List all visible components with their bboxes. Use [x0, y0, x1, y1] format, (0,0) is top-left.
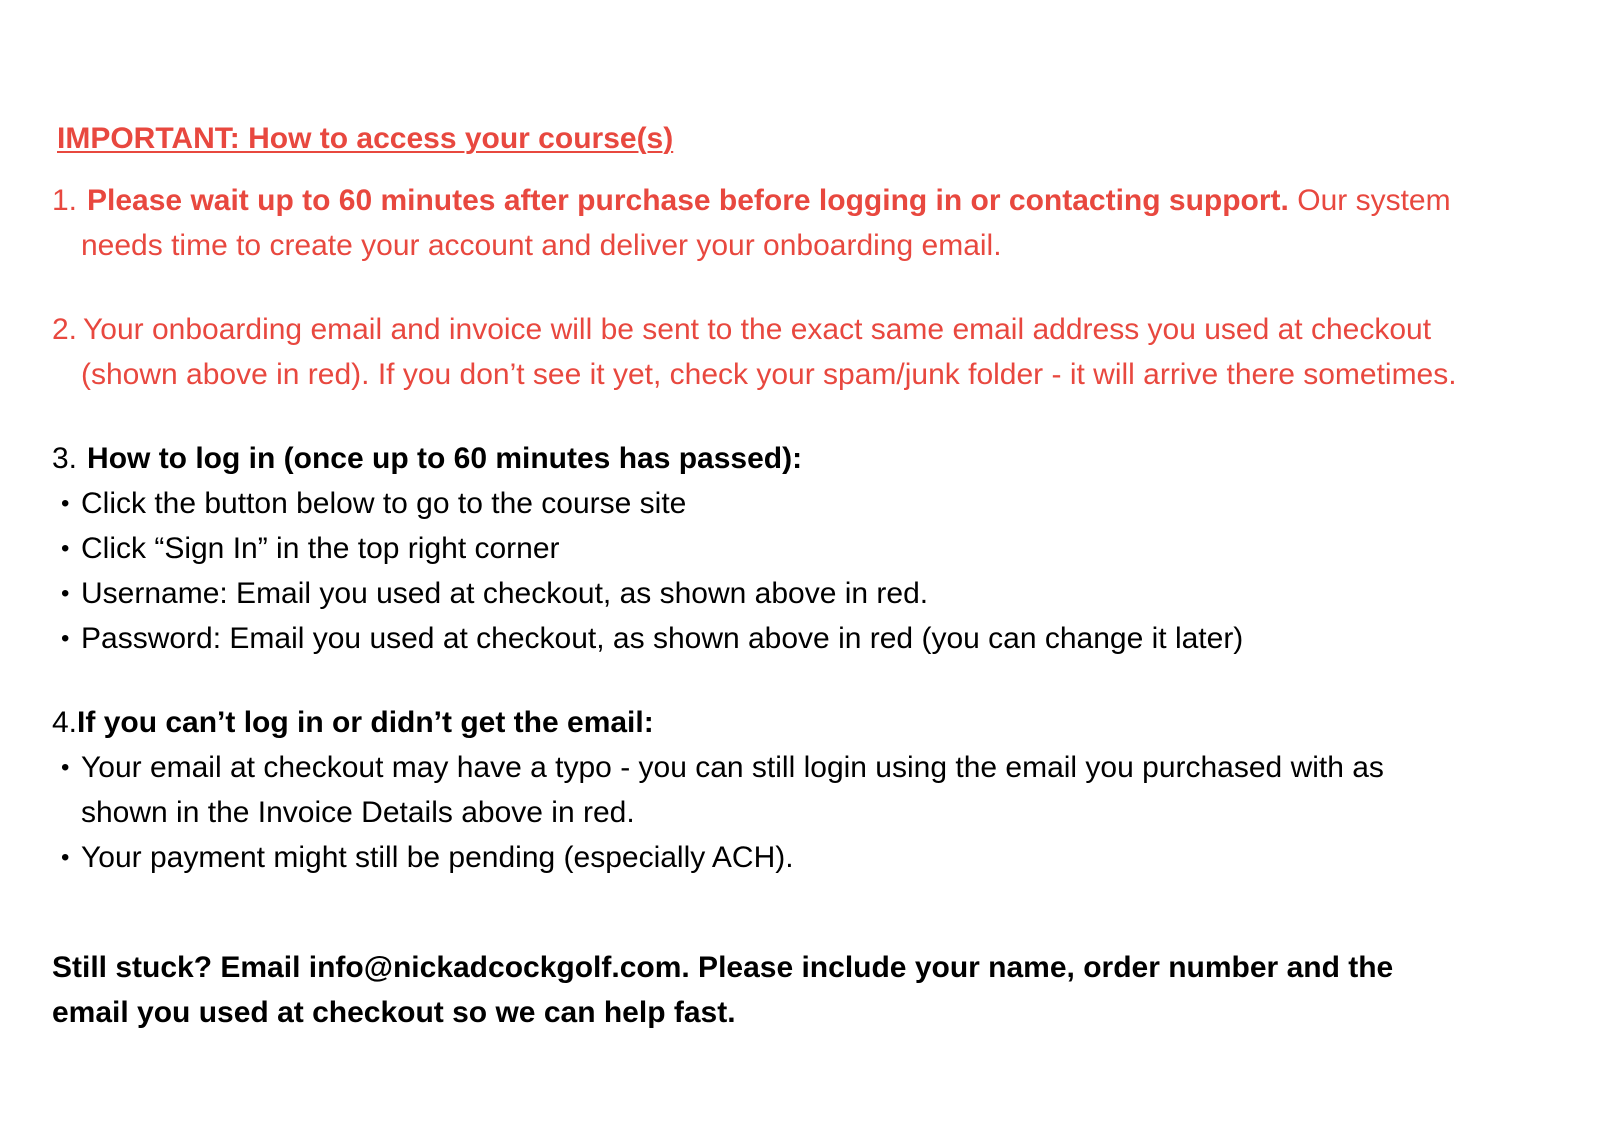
step-1-text-line2: needs time to create your account and deliver your onboarding email. [81, 229, 1002, 262]
bullet-dot: • [61, 535, 70, 562]
step-3-title: How to log in (once up to 60 minutes has passed): [87, 442, 803, 475]
step-2-text-line2: (shown above in red). If you don’t see it yet, check your spam/junk folder - it will arrive there sometimes. [81, 358, 1457, 391]
step-3-title-line [52, 436, 1582, 481]
list-item: • Click “Sign In” in the top right corner [52, 526, 1582, 571]
support-note-line2: email you used at checkout so we can help fast. [52, 996, 736, 1029]
list-item: • Your payment might still be pending (especially ACH). [52, 835, 1582, 880]
step-2-text-line1: Your onboarding email and invoice will be sent to the exact same email address you used at checkout [83, 313, 1432, 346]
step-3-bullet-list [52, 481, 1582, 661]
step-3-number: 3. [52, 442, 78, 475]
step-3 [52, 436, 1582, 661]
step-1-first-line [52, 178, 1582, 223]
bullet-dot: • [61, 490, 70, 517]
bullet-dot: • [61, 754, 70, 781]
list-item: • Username: Email you used at checkout, as shown above in red. [52, 571, 1582, 616]
bullet-dot: • [61, 844, 70, 871]
step-1-number: 1. [52, 184, 78, 217]
step-4-number: 4. [52, 706, 78, 739]
list-item: • Password: Email you used at checkout, as shown above in red (you can change it later) [52, 616, 1582, 661]
step-2 [52, 307, 1582, 397]
step-4-bullet-list [52, 745, 1582, 880]
step-1-bold-text: Please wait up to 60 minutes after purchase before logging in or contacting support. [87, 184, 1289, 217]
step-1 [52, 178, 1582, 268]
step-4-title: If you can’t log in or didn’t get the email: [77, 706, 654, 739]
step-1-text-line1: Our system [1297, 184, 1451, 217]
step-4-title-line [52, 700, 1582, 745]
bullet-dot: • [61, 580, 70, 607]
list-item: • Click the button below to go to the course site [52, 481, 1582, 526]
step-2-first-line [52, 307, 1582, 352]
list-item: • Your email at checkout may have a typo - you can still login using the email you purchased with as shown in the Invoice Details above in red. [52, 745, 1582, 835]
step-4 [52, 700, 1582, 880]
bullet-dot: • [61, 625, 70, 652]
support-note [52, 945, 1582, 1035]
step-2-number: 2. [52, 313, 78, 346]
page-heading: IMPORTANT: How to access your course(s) [57, 122, 674, 155]
support-note-line1: Still stuck? Email info@nickadcockgolf.com. Please include your name, order number and the [52, 951, 1394, 984]
